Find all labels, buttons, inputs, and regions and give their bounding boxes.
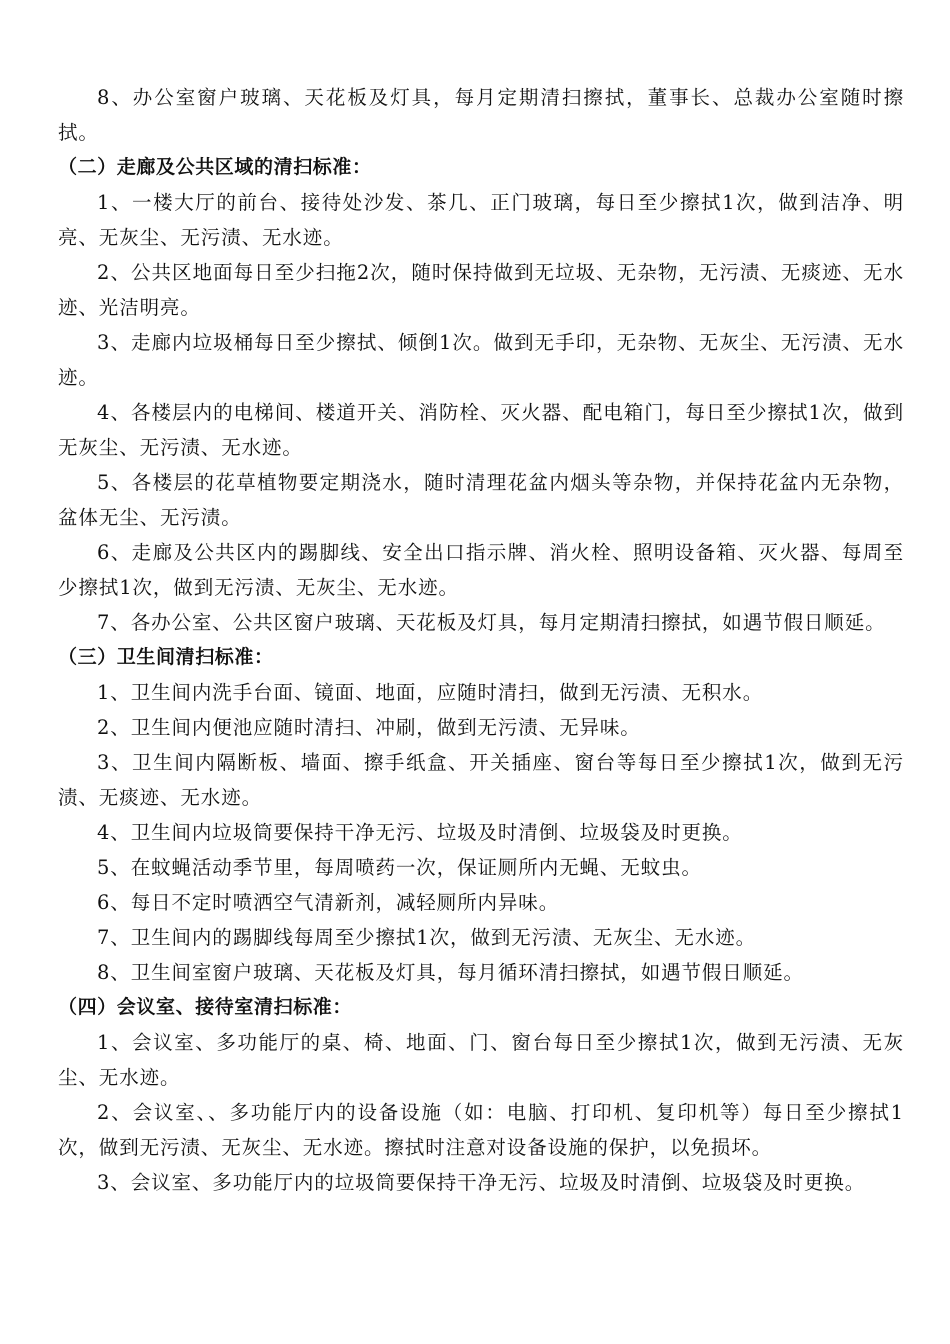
paragraph-corridor-5: 5、各楼层的花草植物要定期浇水，随时清理花盆内烟头等杂物，并保持花盆内无杂物，盆体无尘、无污渍。 <box>58 471 904 529</box>
paragraph-corridor-6: 6、走廊及公共区内的踢脚线、安全出口指示牌、消火栓、照明设备箱、灭火器、每周至少擦拭1次，做到无污渍、无灰尘、无水迹。 <box>58 541 904 599</box>
paragraph-restroom-4: 4、卫生间内垃圾筒要保持干净无污、垃圾及时清倒、垃圾袋及时更换。 <box>97 821 743 844</box>
paragraph-corridor-1: 1、一楼大厅的前台、接待处沙发、茶几、正门玻璃，每日至少擦拭1次，做到洁净、明亮、无灰尘、无污渍、无水迹。 <box>58 191 904 249</box>
paragraph-corridor-2: 2、公共区地面每日至少扫拖2次，随时保持做到无垃圾、无杂物，无污渍、无痰迹、无水迹、光洁明亮。 <box>58 261 904 319</box>
paragraph-restroom-2: 2、卫生间内便池应随时清扫、冲刷，做到无污渍、无异味。 <box>97 716 641 739</box>
paragraph-restroom-1: 1、卫生间内洗手台面、镜面、地面，应随时清扫，做到无污渍、无积水。 <box>97 681 764 704</box>
section-heading-meeting-room: （四）会议室、接待室清扫标准： <box>58 996 353 1018</box>
section-heading-restroom: （三）卫生间清扫标准： <box>58 646 274 668</box>
paragraph-restroom-3: 3、卫生间内隔断板、墙面、擦手纸盒、开关插座、窗台等每日至少擦拭1次，做到无污渍、无痰迹、无水迹。 <box>58 751 904 809</box>
paragraph-office-8: 8、办公室窗户玻璃、天花板及灯具，每月定期清扫擦拭，董事长、总裁办公室随时擦拭。 <box>58 86 904 144</box>
paragraph-meeting-3: 3、会议室、多功能厅内的垃圾筒要保持干净无污、垃圾及时清倒、垃圾袋及时更换。 <box>97 1171 866 1194</box>
paragraph-restroom-7: 7、卫生间内的踢脚线每周至少擦拭1次，做到无污渍、无灰尘、无水迹。 <box>97 926 757 949</box>
paragraph-restroom-8: 8、卫生间室窗户玻璃、天花板及灯具，每月循环清扫擦拭，如遇节假日顺延。 <box>97 961 804 984</box>
paragraph-corridor-3: 3、走廊内垃圾桶每日至少擦拭、倾倒1次。做到无手印，无杂物、无灰尘、无污渍、无水迹。 <box>58 331 904 389</box>
paragraph-restroom-6: 6、每日不定时喷洒空气清新剂，减轻厕所内异味。 <box>97 891 560 914</box>
section-heading-corridor: （二）走廊及公共区域的清扫标准： <box>58 156 372 178</box>
paragraph-corridor-7: 7、各办公室、公共区窗户玻璃、天花板及灯具，每月定期清扫擦拭，如遇节假日顺延。 <box>97 611 886 634</box>
paragraph-restroom-5: 5、在蚊蝇活动季节里，每周喷药一次，保证厕所内无蝇、无蚊虫。 <box>97 856 702 879</box>
paragraph-meeting-2: 2、会议室、、多功能厅内的设备设施（如：电脑、打印机、复印机等）每日至少擦拭1次，做到无污渍、无灰尘、无水迹。擦拭时注意对设备设施的保护，以免损坏。 <box>58 1101 904 1159</box>
paragraph-corridor-4: 4、各楼层内的电梯间、楼道开关、消防栓、灭火器、配电箱门，每日至少擦拭1次，做到无灰尘、无污渍、无水迹。 <box>58 401 904 459</box>
paragraph-meeting-1: 1、会议室、多功能厅的桌、椅、地面、门、窗台每日至少擦拭1次，做到无污渍、无灰尘、无水迹。 <box>58 1031 904 1089</box>
